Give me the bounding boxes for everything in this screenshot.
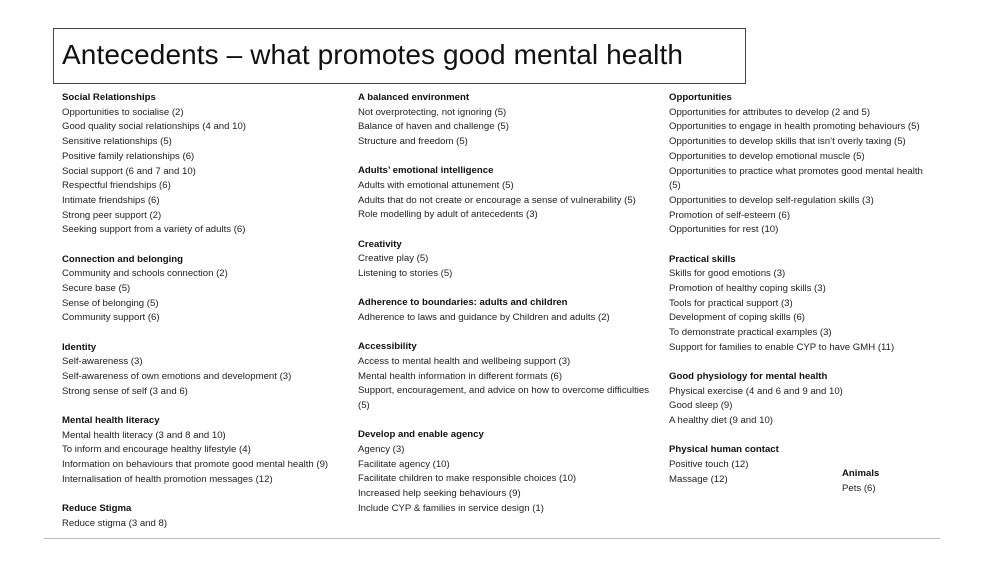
section-item: Listening to stories (5): [358, 268, 453, 280]
section-item: Opportunities to develop self-regulation skills (3): [669, 194, 874, 206]
section-item: Physical exercise (4 and 6 and 9 and 10): [669, 385, 843, 397]
section-item: Structure and freedom (5): [358, 136, 468, 148]
section-item: Include CYP & families in service design (1): [358, 502, 544, 514]
section-item: Not overprotecting, not ignoring (5): [358, 106, 507, 118]
section-item: Promotion of healthy coping skills (3): [669, 282, 826, 294]
section-heading: Opportunities: [669, 92, 732, 103]
section: [62, 253, 354, 327]
section-heading: Accessibility: [358, 341, 417, 353]
section-heading: Reduce Stigma: [62, 502, 132, 514]
section-item: Strong sense of self (3 and 6): [62, 385, 188, 397]
section-heading: Develop and enable agency: [358, 429, 484, 441]
section-item: Adherence to laws and guidance by Children and adults (2): [358, 311, 610, 323]
section-item: Support for families to enable CYP to have GMH (11): [669, 341, 895, 353]
section-item: A healthy diet (9 and 10): [669, 415, 774, 427]
section-item: Strong peer support (2): [62, 209, 162, 221]
section: [358, 238, 650, 282]
section-heading: Practical skills: [669, 253, 736, 265]
section: [669, 370, 931, 429]
section-item: Community support (6): [62, 312, 160, 324]
section: [669, 91, 931, 238]
section-item: Adults with emotional attunement (5): [358, 180, 514, 192]
section-item: Good sleep (9): [669, 400, 733, 412]
section-heading: Physical human contact: [669, 444, 779, 456]
column-left: [62, 91, 354, 531]
section-item: To inform and encourage healthy lifestyle (4): [62, 444, 251, 456]
section-heading: Social Relationships: [62, 92, 156, 103]
section-item: Mental health information in different formats (6): [358, 370, 563, 382]
section-item: Skills for good emotions (3): [669, 268, 786, 280]
section-item: Support, encouragement, and advice on how to overcome difficulties (5): [358, 385, 650, 411]
section-heading: Mental health literacy: [62, 414, 160, 426]
section-item: Increased help seeking behaviours (9): [358, 487, 521, 499]
column-right: [669, 91, 931, 487]
section-item: Opportunities to practice what promotes good mental health (5): [669, 165, 923, 192]
section-item: Role modelling by adult of antecedents (3): [358, 209, 538, 221]
section-item: Opportunities to socialise (2): [62, 106, 184, 118]
section-item: Mental health literacy (3 and 8 and 10): [62, 429, 226, 441]
section: [358, 428, 650, 516]
section-heading: Creativity: [358, 238, 402, 250]
section: [62, 341, 354, 400]
section-item: Opportunities for rest (10): [669, 224, 779, 236]
section: [669, 253, 931, 356]
section: [358, 296, 650, 325]
section: [358, 91, 650, 150]
section-item: Information on behaviours that promote good mental health (9): [62, 458, 329, 470]
section-item: Opportunities to engage in health promoting behaviours (5): [669, 121, 920, 133]
section-item: Positive touch (12): [669, 458, 749, 470]
section-heading: A balanced environment: [358, 92, 470, 103]
section-item: Sense of belonging (5): [62, 297, 159, 309]
section-item: Good quality social relationships (4 and 10): [62, 121, 246, 133]
bottom-divider: [44, 538, 940, 539]
section: [358, 340, 650, 414]
section-item: Respectful friendships (6): [62, 180, 171, 192]
section-item: Intimate friendships (6): [62, 194, 160, 206]
section: [62, 91, 354, 238]
section: [62, 502, 354, 531]
section-heading: Adults’ emotional intelligence: [358, 165, 494, 177]
section-item: Self-awareness (3): [62, 356, 143, 368]
section-item: Tools for practical support (3): [669, 297, 793, 309]
section-animals: [842, 467, 932, 496]
section-item: Pets (6): [842, 482, 876, 494]
section-item: Opportunities to develop skills that isn’t overly taxing (5): [669, 136, 906, 148]
section-item: Access to mental health and wellbeing support (3): [358, 355, 571, 367]
section-item: Agency (3): [358, 443, 405, 455]
section-item: Internalisation of health promotion messages (12): [62, 473, 273, 485]
section: [62, 414, 354, 488]
section-heading: Connection and belonging: [62, 253, 183, 265]
section-heading: Identity: [62, 341, 97, 353]
section-item: Opportunities for attributes to develop (2 and 5): [669, 106, 871, 118]
section-item: To demonstrate practical examples (3): [669, 327, 832, 339]
section-item: Balance of haven and challenge (5): [358, 121, 509, 133]
section-item: Development of coping skills (6): [669, 312, 805, 324]
column-middle: [358, 91, 650, 516]
section-item: Community and schools connection (2): [62, 268, 228, 280]
section-item: Facilitate children to make responsible choices (10): [358, 473, 577, 485]
section-item: Opportunities to develop emotional muscle (5): [669, 150, 865, 162]
section-item: Sensitive relationships (5): [62, 136, 172, 148]
section-item: Massage (12): [669, 473, 728, 485]
section-item: Promotion of self-esteem (6): [669, 209, 791, 221]
section-item: Social support (6 and 7 and 10): [62, 165, 196, 177]
section-item: Reduce stigma (3 and 8): [62, 517, 168, 529]
page-title: Antecedents – what promotes good mental health: [62, 39, 683, 70]
section-item: Adults that do not create or encourage a sense of vulnerability (5): [358, 194, 636, 206]
section-item: Creative play (5): [358, 253, 429, 265]
section-heading: Animals: [842, 468, 880, 479]
section-item: Facilitate agency (10): [358, 458, 450, 470]
section-item: Positive family relationships (6): [62, 150, 195, 162]
title-box: [53, 28, 746, 84]
section-item: Seeking support from a variety of adults (6): [62, 224, 246, 236]
section-heading: Good physiology for mental health: [669, 370, 828, 382]
section: [358, 164, 650, 223]
section-item: Self-awareness of own emotions and development (3): [62, 370, 292, 382]
section-item: Secure base (5): [62, 282, 131, 294]
section-heading: Adherence to boundaries: adults and children: [358, 297, 568, 309]
